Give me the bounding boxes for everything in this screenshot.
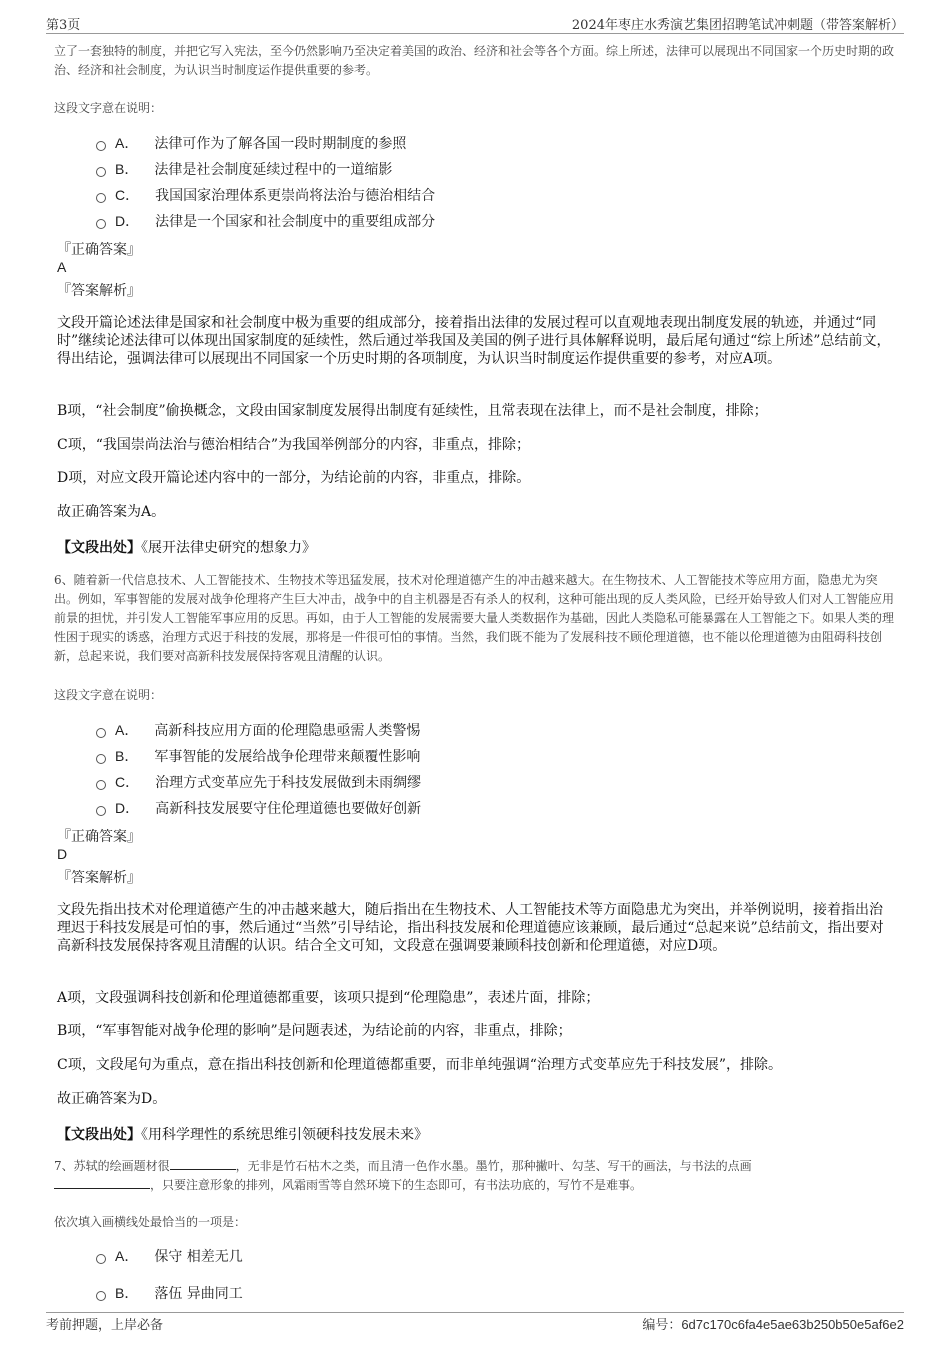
q6-option-a[interactable] (96, 720, 420, 740)
q5-answer-label: 『正确答案』 (57, 242, 141, 258)
radio-icon[interactable] (96, 1254, 106, 1264)
q5-source (57, 537, 316, 557)
q6-stem: 6、随着新一代信息技术、人工智能技术、生物技术等迅猛发展，技术对伦理道德产生的冲击越来越大。在生物技术、人工智能技术等应用方面，隐患尤为突出。例如，军事智能的发展对战争伦理将产生巨大冲击，战争中的自主机器是否有杀人的权利，这种可能出现的反人类风险，已经开始导致人们对人工智能应用前景的担忧，并引发人工智能军事应用的反思。再如，由于人工智能的发展需要大量人类数据作为基础，因此人类隐私可能暴露在人工智能之下。如果人类的理性困于现实的诱惑，治理方式迟于科技的发展，那将是一件很可怕的事情。当然，我们既不能为了发展科技不顾伦理道德，也不能以伦理道德为由阻碍科技创新，总起来说，我们要对高新科技发展保持客观且清醒的认识。 (54, 573, 895, 663)
q5-analysis-label: 『答案解析』 (57, 283, 141, 299)
q7-option-a[interactable] (96, 1246, 243, 1266)
q6-analysis-main: 文段先指出技术对伦理道德产生的冲击越来越大，随后指出在生物技术、人工智能技术等方面隐患尤为突出，并举例说明，接着指出治理迟于科技发展是可怕的事，然后通过“当然”引导结论，指出科技发展和伦理道德应该兼顾，最后通过“总起来说”总结前文，指出要对高新科技发展保持客观且清醒的认识。结合全文可知，文段意在强调要兼顾科技创新和伦理道德，对应D项。 (57, 902, 884, 954)
option-text: 法律是一个国家和社会制度中的重要组成部分 (155, 214, 436, 230)
q5-answer: A (57, 259, 67, 275)
footer-divider (46, 1312, 904, 1313)
option-letter: C． (115, 774, 140, 790)
option-text: 保守 相差无几 (154, 1249, 243, 1265)
q6-analysis-c: C项，文段尾句为重点，意在指出科技创新和伦理道德都重要，而非单纯强调“治理方式变革应先于科技发展”，排除。 (57, 1057, 783, 1073)
option-letter: A． (115, 1248, 139, 1264)
option-text: 高新科技应用方面的伦理隐患亟需人类警惕 (154, 723, 421, 739)
option-letter: D． (115, 213, 140, 229)
option-text: 军事智能的发展给战争伦理带来颠覆性影响 (154, 749, 421, 765)
q5-prompt: 这段文字意在说明： (54, 101, 163, 115)
fill-blank-2 (54, 1176, 150, 1189)
fill-blank-1 (170, 1157, 236, 1170)
q6-answer: D (57, 846, 68, 862)
radio-icon[interactable] (96, 219, 106, 229)
code-label: 编号： (642, 1318, 682, 1333)
q7-option-b[interactable] (96, 1283, 243, 1303)
q5-analysis-c: C项，“我国崇尚法治与德治相结合”为我国举例部分的内容，非重点，排除； (57, 437, 531, 453)
option-text: 落伍 异曲同工 (154, 1286, 243, 1302)
code-value: 6d7c170c6fa4e5ae63b250b50e5af6e2 (681, 1317, 904, 1332)
source-title: 《展开法律史研究的想象力》 (141, 540, 316, 556)
q7-stem-part1: 7、苏轼的绘画题材很 (54, 1159, 170, 1173)
q6-analysis-b: B项，“军事智能对战争伦理的影响”是问题表述，为结论前的内容，非重点，排除； (57, 1023, 572, 1039)
q7-prompt: 依次填入画横线处最恰当的一项是： (54, 1215, 247, 1229)
q6-option-c[interactable] (96, 772, 421, 792)
q5-option-b[interactable] (96, 159, 392, 179)
source-label: 【文段出处】 (57, 1127, 141, 1143)
header-divider (46, 33, 904, 34)
q5-analysis-d: D项，对应文段开篇论述内容中的一部分，为结论前的内容，非重点，排除。 (57, 470, 531, 486)
radio-icon[interactable] (96, 754, 106, 764)
q6-option-b[interactable] (96, 746, 420, 766)
document-title: 2024年枣庄水秀演艺集团招聘笔试冲刺题（带答案解析） (571, 18, 904, 33)
source-label: 【文段出处】 (57, 540, 141, 556)
option-letter: D． (115, 800, 140, 816)
option-letter: B． (115, 748, 139, 764)
radio-icon[interactable] (96, 1291, 106, 1301)
option-letter: C． (115, 187, 140, 203)
q7-stem-part3: ，只要注意形象的排列，风霜雨雪等自然环境下的生态即可，有书法功底的，写竹不是难事。 (150, 1178, 643, 1192)
radio-icon[interactable] (96, 780, 106, 790)
q5-analysis-b: B项，“社会制度”偷换概念，文段由国家制度发展得出制度有延续性，且常表现在法律上，而不是社会制度，排除； (57, 403, 768, 419)
option-text: 高新科技发展要守住伦理道德也要做好创新 (155, 801, 422, 817)
q5-option-d[interactable] (96, 211, 435, 231)
q6-answer-label: 『正确答案』 (57, 829, 141, 845)
option-text: 法律可作为了解各国一段时期制度的参照 (154, 136, 407, 152)
q7-stem (54, 1157, 896, 1195)
q5-stem: 立了一套独特的制度，并把它写入宪法，至今仍然影响乃至决定着美国的政治、经济和社会等各个方面。综上所述，法律可以展现出不同国家一个历史时期的政治、经济和社会制度，为认识当时制度运作提供重要的参考。 (54, 44, 895, 77)
radio-icon[interactable] (96, 728, 106, 738)
q5-conclusion: 故正确答案为A。 (57, 504, 166, 520)
q6-conclusion: 故正确答案为D。 (57, 1091, 167, 1107)
radio-icon[interactable] (96, 141, 106, 151)
q5-option-c[interactable] (96, 185, 435, 205)
option-letter: B． (115, 161, 139, 177)
radio-icon[interactable] (96, 193, 106, 203)
q5-analysis-main: 文段开篇论述法律是国家和社会制度中极为重要的组成部分，接着指出法律的发展过程可以直观地表现出制度发展的轨迹，并通过“同时”继续论述法律可以体现出国家制度的延续性，然后通过举我国及美国的例子进行具体解释说明，最后尾句通过“综上所述”总结前文，得出结论，强调法律可以展现出不同国家一个历史时期的各项制度，为认识当时制度运作提供重要的参考，对应A项。 (57, 315, 891, 367)
option-letter: A． (115, 722, 139, 738)
option-letter: B． (115, 1285, 139, 1301)
document-code (642, 1314, 904, 1333)
q6-analysis-label: 『答案解析』 (57, 870, 141, 886)
q7-stem-part2: ，无非是竹石枯木之类，而且清一色作水墨。墨竹，那种撇叶、勾茎、写干的画法，与书法的点画 (235, 1159, 752, 1173)
q6-analysis-a: A项，文段强调科技创新和伦理道德都重要，该项只提到“伦理隐患”，表述片面，排除； (57, 990, 600, 1006)
footer-motto: 考前押题，上岸必备 (46, 1318, 164, 1333)
option-text: 法律是社会制度延续过程中的一道缩影 (154, 162, 393, 178)
option-text: 我国国家治理体系更崇尚将法治与德治相结合 (155, 188, 436, 204)
radio-icon[interactable] (96, 167, 106, 177)
q6-source (57, 1124, 428, 1144)
option-letter: A． (115, 135, 139, 151)
source-title: 《用科学理性的系统思维引领硬科技发展未来》 (141, 1127, 428, 1143)
q6-option-d[interactable] (96, 798, 421, 818)
page-number: 第3页 (46, 18, 81, 33)
q5-option-a[interactable] (96, 133, 406, 153)
option-text: 治理方式变革应先于科技发展做到未雨绸缪 (155, 775, 422, 791)
radio-icon[interactable] (96, 806, 106, 816)
q6-prompt: 这段文字意在说明： (54, 688, 163, 702)
